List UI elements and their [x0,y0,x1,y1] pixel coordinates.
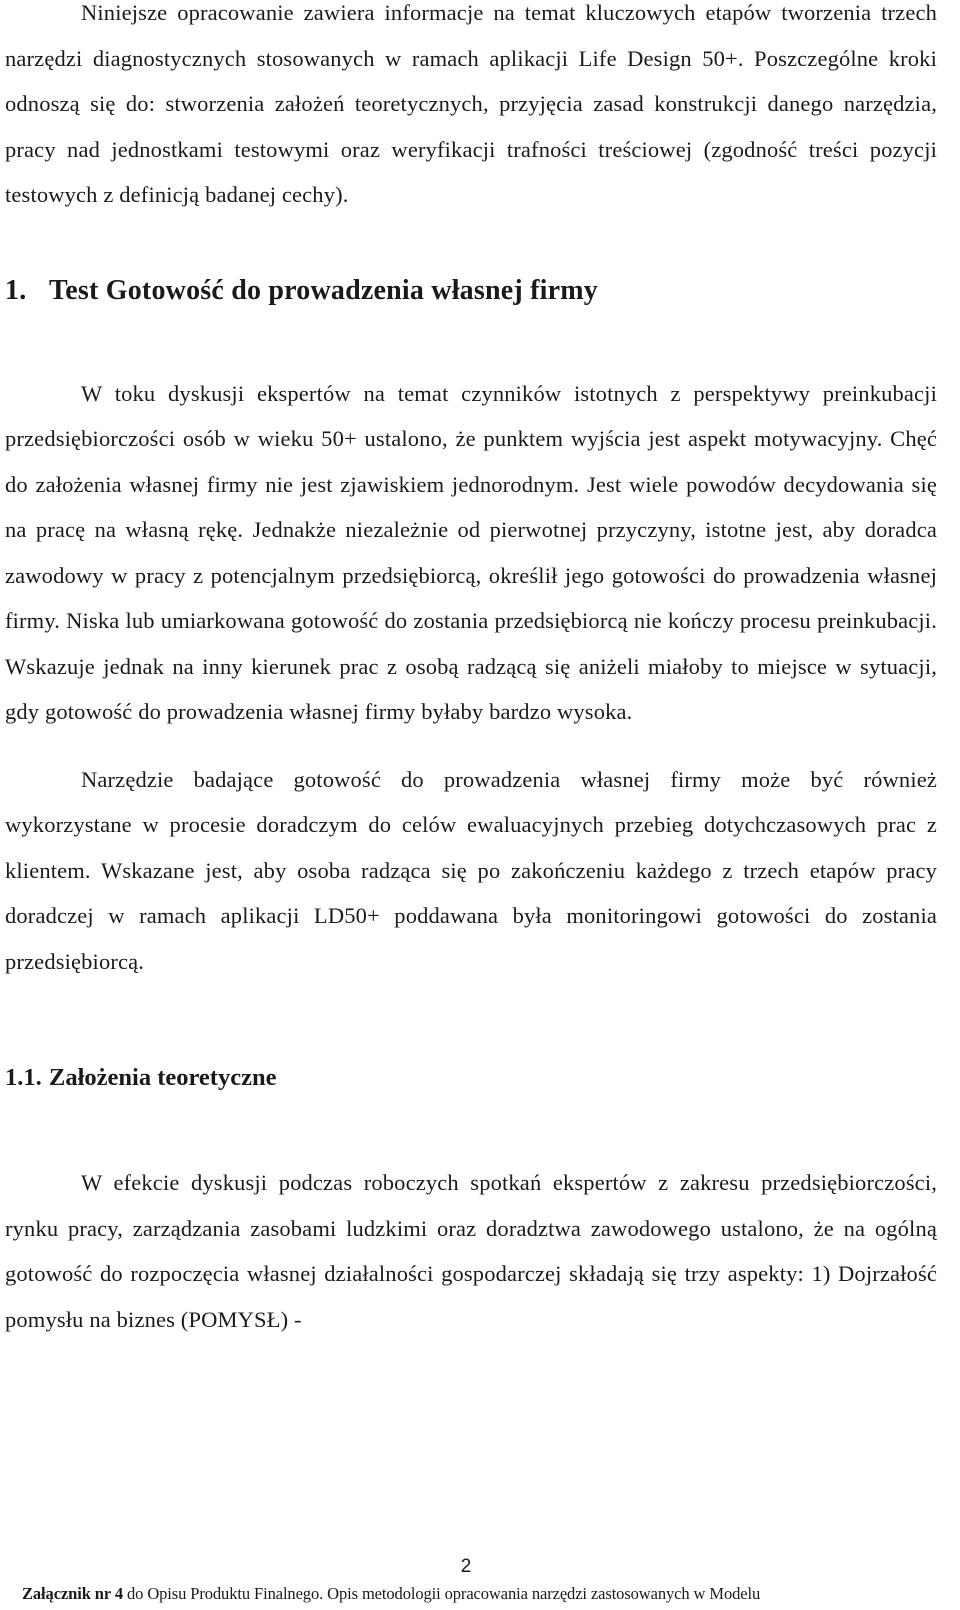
section-1-title: Test Gotowość do prowadzenia własnej firmy [49,274,598,306]
page-footer [22,1584,760,1604]
section-1-1-heading [5,1060,937,1096]
section-1-heading [5,271,937,311]
section-1-1-paragraph-1: W efekcie dyskusji podczas roboczych spotkań ekspertów z zakresu przedsiębiorczości, rynku pracy, zarządzania zasobami ludzkimi oraz doradztwa zawodowego ustalono, że na ogólną gotowość do rozpoczęcia własnej działalności gospodarczej składają się trzy aspekty: 1) Dojrzałość pomysłu na biznes (POMYSŁ) - [5,1170,937,1332]
section-1-paragraph-2: Narzędzie badające gotowość do prowadzenia własnej firmy może być również wykorzystane w procesie doradczym do celów ewaluacyjnych przebieg dotychczasowych prac z klientem. Wskazane jest, aby osoba radząca się po zakończeniu każdego z trzech etapów pracy doradczej w ramach aplikacji LD50+ poddawana była monitoringowi gotowości do zostania przedsiębiorcą. [5,766,937,974]
section-1-1-title: Założenia teoretyczne [49,1064,277,1091]
section-1-paragraph-1: W toku dyskusji ekspertów na temat czynników istotnych z perspektywy preinkubacji przedsiębiorczości osób w wieku 50+ ustalono, że punktem wyjścia jest aspekt motywacyjny. Chęć do założenia własnej firmy nie jest zjawiskiem jednorodnym. Jest wiele powodów decydowania się na pracę na własną rękę. Jednakże niezależnie od pierwotnej przyczyny, istotne jest, aby doradca zawodowy w pracy z potencjalnym przedsiębiorcą, określił jego gotowości do prowadzenia własnej firmy. Niska lub umiarkowana gotowość do zostania przedsiębiorcą nie kończy procesu preinkubacji. Wskazuje jednak na inny kierunek prac z osobą radzącą się aniżeli miałoby to miejsce w sytuacji, gdy gotowość do prowadzenia własnej firmy byłaby bardzo wysoka. [5,380,937,724]
section-1-1-number: 1.1. [5,1064,42,1091]
footer-description: do Opisu Produktu Finalnego. Opis metodologii opracowania narzędzi zastosowanych w Modelu [122,1584,761,1603]
page-number: 2 [460,1556,472,1577]
footer-attachment-label: Załącznik nr 4 [22,1584,123,1603]
intro-paragraph: Niniejsze opracowanie zawiera informacje na temat kluczowych etapów tworzenia trzech narzędzi diagnostycznych stosowanych w ramach aplikacji Life Design 50+. Poszczególne kroki odnoszą się do: stworzenia założeń teoretycznych, przyjęcia zasad konstrukcji danego narzędzia, pracy nad jednostkami testowymi oraz weryfikacji trafności treściowej (zgodność treści pozycji testowych z definicją badanej cechy). [5,0,937,207]
document-page [5,0,937,1342]
section-1-number: 1. [5,274,27,306]
